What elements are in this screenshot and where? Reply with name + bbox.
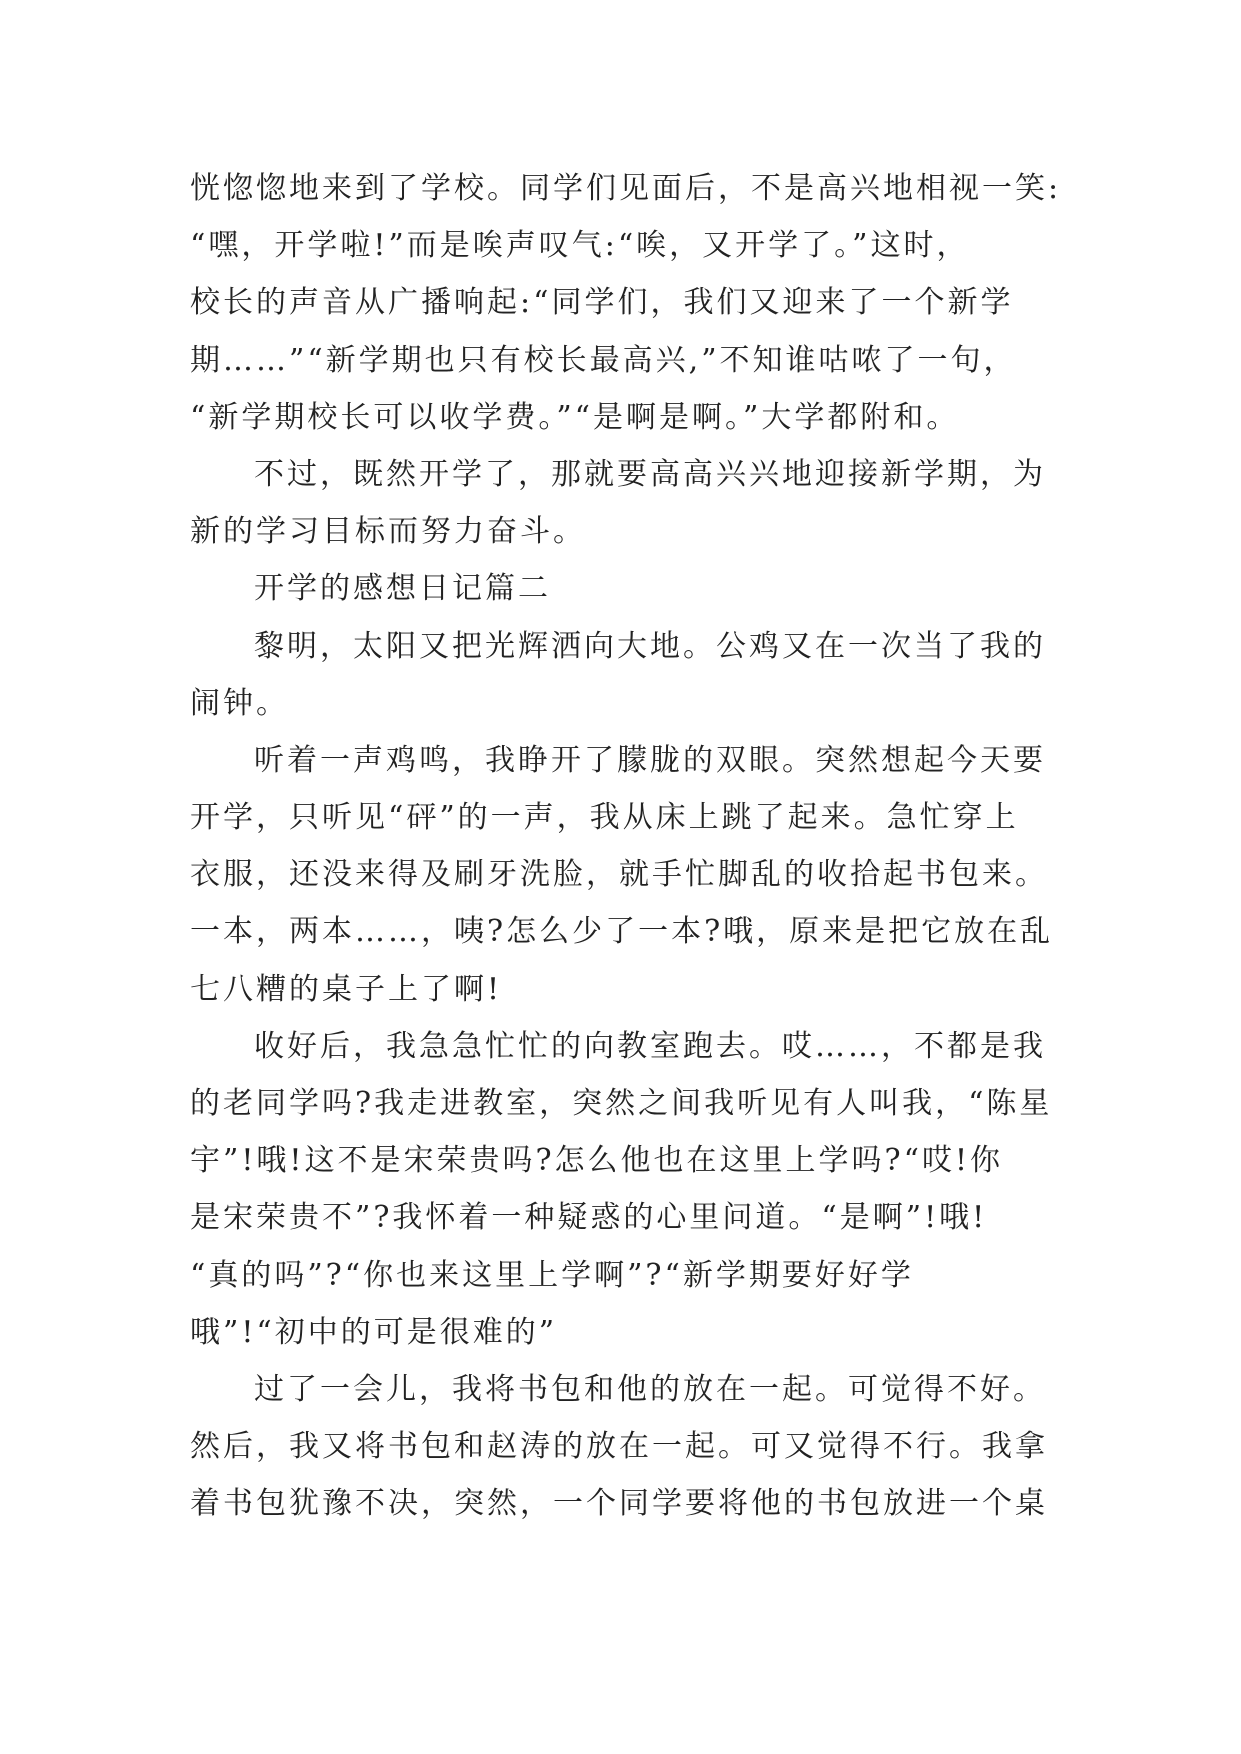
text-line: 开学的感想日记篇二 [254,571,551,607]
text-line: “嘿，开学啦!”而是唉声叹气:“唉，又开学了。”这时， [190,228,970,264]
text-line: 一本，两本……，咦?怎么少了一本?哦，原来是把它放在乱 [190,914,1054,950]
text-line: 校长的声音从广播响起:“同学们，我们又迎来了一个新学 [190,285,1014,321]
text-line: 不过，既然开学了，那就要高高兴兴地迎接新学期，为 [254,456,1046,492]
text-line: 听着一声鸡鸣，我睁开了朦胧的双眼。突然想起今天要 [254,742,1046,778]
text-line: 恍惚惚地来到了学校。同学们见面后，不是高兴地相视一笑: [190,171,1062,206]
body-text [190,160,1060,1533]
text-line: 期……”“新学期也只有校长最高兴,”不知谁咕哝了一句， [190,342,1017,378]
text-line: 七八糟的桌子上了啊! [190,971,503,1007]
text-line: 闹钟。 [190,685,289,721]
text-line: 开学，只听见“砰”的一声，我从床上跳了起来。急忙穿上 [190,800,1019,836]
text-line: 黎明，太阳又把光辉洒向大地。公鸡又在一次当了我的 [254,628,1046,664]
text-line: 过了一会儿，我将书包和他的放在一起。可觉得不好。 [254,1371,1046,1407]
text-line: 然后，我又将书包和赵涛的放在一起。可又觉得不行。我拿 [190,1429,1048,1465]
text-line: “真的吗”?“你也来这里上学啊”?“新学期要好好学 [190,1257,914,1293]
text-line: “新学期校长可以收学费。”“是啊是啊。”大学都附和。 [190,399,960,435]
text-line: 新的学习目标而努力奋斗。 [190,514,586,550]
text-line: 收好后，我急急忙忙的向教室跑去。哎……，不都是我 [254,1028,1046,1064]
text-line: 衣服，还没来得及刷牙洗脸，就手忙脚乱的收拾起书包来。 [190,857,1048,893]
text-line: 宇”!哦!这不是宋荣贵吗?怎么他也在这里上学吗?“哎!你 [190,1143,1004,1179]
text-line: 的老同学吗?我走进教室，突然之间我听见有人叫我，“陈星 [190,1086,1053,1121]
text-line: 哦”!“初中的可是很难的” [190,1314,558,1350]
text-line: 是宋荣贵不”?我怀着一种疑惑的心里问道。“是啊”!哦! [190,1200,988,1236]
text-line: 着书包犹豫不决，突然，一个同学要将他的书包放进一个桌 [190,1486,1048,1522]
